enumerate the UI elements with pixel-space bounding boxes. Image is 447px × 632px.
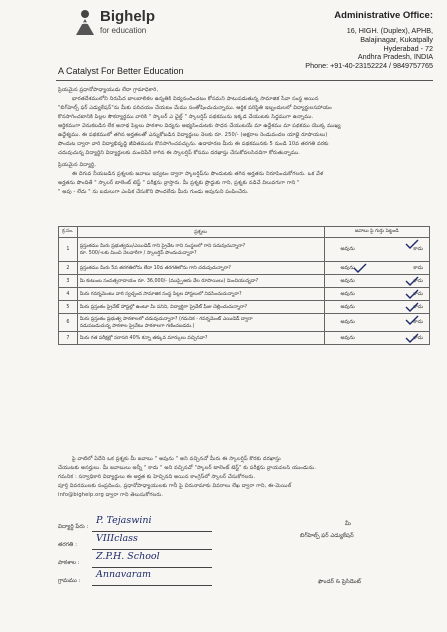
answer-no-option[interactable]: కాదు	[413, 303, 423, 310]
question-text: రూ. 500/-లకు మించి నెలవారీగా / స్కాలర్షిప్ పొందుచున్నారా?	[79, 250, 197, 256]
footer-line: గమనిక : సర్వాధికారి విద్యార్థులు ఈ అర్హత కు హెచ్చినది అయిన కాంగ్రెస్‌లో స్కాలర్ చేసుకోగలరు.	[58, 474, 256, 480]
table-row	[59, 238, 430, 262]
footer-notes	[58, 455, 433, 500]
paragraph-line: ఆర్థికముగా వెనుకబడిన లేక అనాథ పిల్లలు పాఠశాల విద్యను అభ్యసించుటకు సాధన చేయుటయే మా ఉద్దేశము మా పథకము యొక్క ముఖ్య	[58, 123, 341, 129]
question-text: మీరు ప్రస్తుతం ప్రభుత్వ పాఠశాలలో చదువుచున్నారా? (గమనిక - గవర్నమెంట్ ఎయిడెడ్ ద్వారా	[79, 316, 253, 322]
checkmark-icon	[405, 276, 419, 286]
answer-cell	[324, 275, 429, 288]
office-title: Administrative Office:	[334, 10, 433, 21]
bighelp-logo	[74, 6, 194, 46]
table-row	[59, 301, 430, 314]
table-row	[59, 332, 430, 345]
header-divider	[56, 80, 433, 81]
table-row	[59, 262, 430, 275]
sign-regards: మీ	[345, 521, 351, 527]
question-text: మీ కుటుంబ సంవత్సరాదాయం రూ. 36,000/- (ముప్పైఆరు వేల రూపాయిలు) మించియున్నదా?	[79, 278, 259, 284]
field-underline	[92, 549, 212, 550]
answer-cell	[324, 238, 429, 262]
answer-yes-option[interactable]: అవును	[340, 319, 355, 325]
answer-no-option[interactable]: కాదు	[413, 277, 423, 284]
row-number: 6	[59, 314, 78, 332]
footer-line: info@bighelp.org ద్వారా గాని తెలుసుకోగలరు.	[58, 492, 164, 498]
table-row	[59, 314, 430, 332]
paragraph-line: భారతదేశములోని నిరుపేద బాలబాలికల ఉన్నతికి విద్యనందించటం కోసమని పాటుపడుతున్న సామాజిక సేవా సంస్థ అయిన	[72, 96, 319, 102]
checkmark-icon	[353, 263, 367, 273]
paragraph-line: "బిగ్‌హెల్ప్ ఫర్ ఎడ్యుకేషన్"ను మీకు పరిచయం చేయటం మేము సంతోషించుచున్నాము. ఆర్థిక పరిస్థితి ఇబ్బందులలో విద్యార్థులసహాయం	[58, 105, 332, 111]
brand-name: Bighelp	[100, 8, 155, 25]
checkmark-icon	[405, 302, 419, 312]
student-salutation: ప్రియమైన విద్యార్థి,	[58, 162, 96, 168]
checkmark-icon	[405, 315, 419, 325]
paragraph-line: ఈ దిగువ నీయబడిన ప్రశ్నలకు జవాబు ఇవ్వటం ద్వారా స్కాలర్షిప్‌ను పొందుటకు తగిన అర్హతను నిరూపించుకోగలరు. ఒక వేళ	[72, 171, 324, 177]
office-line: 16, HIGH. (Duplex), APHB,	[346, 26, 433, 35]
salutation: ప్రియమైన ప్రధానోపాధ్యాయుడు లేదా గ్రామాధికారి,	[58, 87, 159, 93]
paragraph-line: " అవు - లేదు " ను బదులుగా ఎంపిక చేసుకొని పొందలేదు మీరు గుండు అవునుని పంపించేరు.	[58, 189, 249, 195]
question-text: మీరు గత పరీక్షల్లో సరాసరి 40% కన్నా తక్కువ మార్కులు వచ్చినవా?	[79, 335, 208, 341]
office-line: Hyderabad - 72	[383, 43, 433, 53]
row-number: 2	[59, 262, 78, 275]
row-number: 7	[59, 332, 78, 345]
eligibility-table	[58, 226, 430, 345]
village-value[interactable]: Annavaram	[96, 569, 152, 580]
field-underline	[92, 567, 212, 568]
answer-no-option[interactable]: కాదు	[413, 319, 423, 325]
row-number: 1	[59, 238, 78, 262]
student-name-value[interactable]: P. Tejaswini	[96, 515, 152, 526]
paragraph-line: పొందుట ద్వారా వారి విద్యాభివృద్ధి జీవితమును కొనసాగించవచ్చును. ఉదాహరణ మీరు ఈ పథకమునకు 5 నుండి 10వ తరగతి వరకు	[58, 141, 329, 147]
school-value[interactable]: Z.P.H. School	[96, 551, 160, 562]
answer-cell	[324, 314, 429, 332]
answer-cell	[324, 262, 429, 275]
answer-yes-option[interactable]: అవును	[340, 264, 355, 271]
question-cell	[77, 288, 324, 301]
village-label: గ్రామము :	[58, 578, 81, 584]
row-number: 3	[59, 275, 78, 288]
answer-yes-option[interactable]: అవును	[340, 246, 355, 252]
answer-yes-option[interactable]: అవును	[340, 334, 355, 341]
question-cell	[77, 238, 324, 262]
office-address	[305, 10, 433, 71]
answer-no-option[interactable]: కాదు	[413, 264, 423, 271]
sign-role: ఫౌండర్ & ప్రెసిడెంట్	[318, 579, 361, 585]
paragraph-line: కొనసాగించటానికి పిల్లల సౌకర్యార్థము వారికి " స్కాలర్ ఎ ఛైల్డ్ " స్కాలర్షిప్ పథకమును ఇక్కడ చేయుటకు సిద్ధముగా ఉన్నాము.	[58, 114, 314, 120]
office-line: Balajinagar, Kukatpally	[360, 34, 433, 44]
question-text: ప్రస్తుతము మీరు ప్రభుత్వము/ఎయిడెడ్ గాని ప్రైవేట గాని సంస్థలలో గాని సదువుచున్నారా?	[79, 243, 246, 249]
column-header-question: ప్రశ్నలు	[77, 227, 324, 238]
answer-no-option[interactable]: కాదు	[413, 334, 423, 341]
class-value[interactable]: VIIIclass	[96, 533, 138, 544]
brand-tagline: A Catalyst For Better Education	[58, 66, 184, 76]
answer-yes-option[interactable]: అవును	[340, 290, 355, 297]
paragraph-line: అర్హతను పొందితే " స్కాలర్ టాలెంట్ టెస్ట్ " పరీక్షను వ్రాస్తారు. మీ ప్రశ్నకు ప్రొద్దుకు గాని, ప్రశ్నకు నడిచే విలువగుగా గాని "	[58, 180, 300, 186]
checkmark-icon	[405, 289, 419, 299]
brand-subtitle: for education	[100, 26, 147, 35]
field-underline	[92, 585, 212, 586]
logo-mark-icon	[74, 9, 96, 35]
field-underline	[92, 531, 212, 532]
question-text: నడుపబడుచున్న పాఠశాల ప్రైవేటు పాఠశాలగా గణించబడదు.)	[79, 323, 195, 329]
column-header-sno: క్ర.సం.	[59, 227, 78, 238]
table-header-row	[59, 227, 430, 238]
row-number: 5	[59, 301, 78, 314]
answer-yes-option[interactable]: అవును	[340, 303, 355, 310]
school-label: పాఠశాల :	[58, 560, 80, 566]
footer-line: పై వాటిలో ఏదేని ఒక ప్రశ్నకు మీ జవాబు " అవును " అని వచ్చినచో మీరు ఈ స్కాలర్షిప్ కొరకు దరఖాస్తు	[72, 456, 281, 462]
question-text: మీరు గవర్నమెంటు వారి స్వచ్ఛంద సామాజిక సంస్థ పిల్లల హాస్టలులో నివసించుచున్నారా?	[79, 291, 242, 297]
answer-yes-option[interactable]: అవును	[340, 277, 355, 284]
answer-no-option[interactable]: కాదు	[413, 246, 423, 252]
answer-cell	[324, 301, 429, 314]
question-cell	[77, 262, 324, 275]
sign-organisation: బిగ్‌హెల్ప్ ఫర్ ఎడ్యుకేషన్	[300, 533, 354, 539]
question-cell	[77, 314, 324, 332]
question-text: ప్రస్తుతము మీరు 5వ తరగతిలోను లేదా 10వ తరగతిలోను గాని చదువుచున్నారా?	[79, 265, 231, 271]
question-text: మీరు ప్రస్తుతం ప్రైవేట్ హాస్టల్లో ఉంటూ మీ పనిని, విద్యార్థిగా ప్రైవేట్ ఫీజు చెల్లించుచున్నారా?	[79, 304, 248, 310]
office-phone: Phone: +91-40-23152224 / 9849757765	[305, 61, 433, 71]
footer-line: చేయుటకు అనర్హులు. మీ జవాబులు అన్నీ " కాదు " అని వచ్చినచో "స్కాలర్ టాలెంట్ టెస్ట్" కు పరీక్షను వ్రాయవలసి యుండును.	[58, 465, 316, 471]
checkmark-icon	[405, 239, 419, 249]
footer-line: పూర్తి వివరములకు సంప్రదించు, ప్రధానోపాధ్యాయులకు గానీ పై చిరునామాకు వివరాలు లేఖ ద్వారా గాని, ఈ-మెయిల్	[58, 483, 292, 489]
paragraph-line: ఉద్దేశ్యము. ఈ పథకములో తగిన అర్హతలతో ఎన్నుకోబడిన విద్యార్థులు నెలకు రూ. 250/- (అక్షరాల రెండువందల యాభై రూపాయలు)	[58, 132, 328, 138]
table-row	[59, 288, 430, 301]
paragraph-line: చదువుచున్న విద్యార్థిని విద్యార్థులకు మంచిపేరే కాగిన ఈ స్కాలర్షిప్ కోసము దరఖాస్తు చేసుకోవలసినదిగా కోరుతున్నాము.	[58, 150, 301, 156]
answer-cell	[324, 332, 429, 345]
office-line: Andhra Pradesh, INDIA	[357, 52, 433, 62]
answer-no-option[interactable]: కాదు	[413, 290, 423, 297]
column-header-answer: జవాబు పై గుర్తు పెట్టండి	[324, 227, 429, 238]
row-number: 4	[59, 288, 78, 301]
student-name-label: విద్యార్థి పేరు :	[58, 524, 89, 530]
answer-cell	[324, 288, 429, 301]
letter-body	[58, 86, 433, 197]
checkmark-icon	[405, 333, 419, 343]
question-cell	[77, 301, 324, 314]
question-cell	[77, 332, 324, 345]
class-label: తరగతి :	[58, 542, 77, 548]
question-cell	[77, 275, 324, 288]
table-row	[59, 275, 430, 288]
